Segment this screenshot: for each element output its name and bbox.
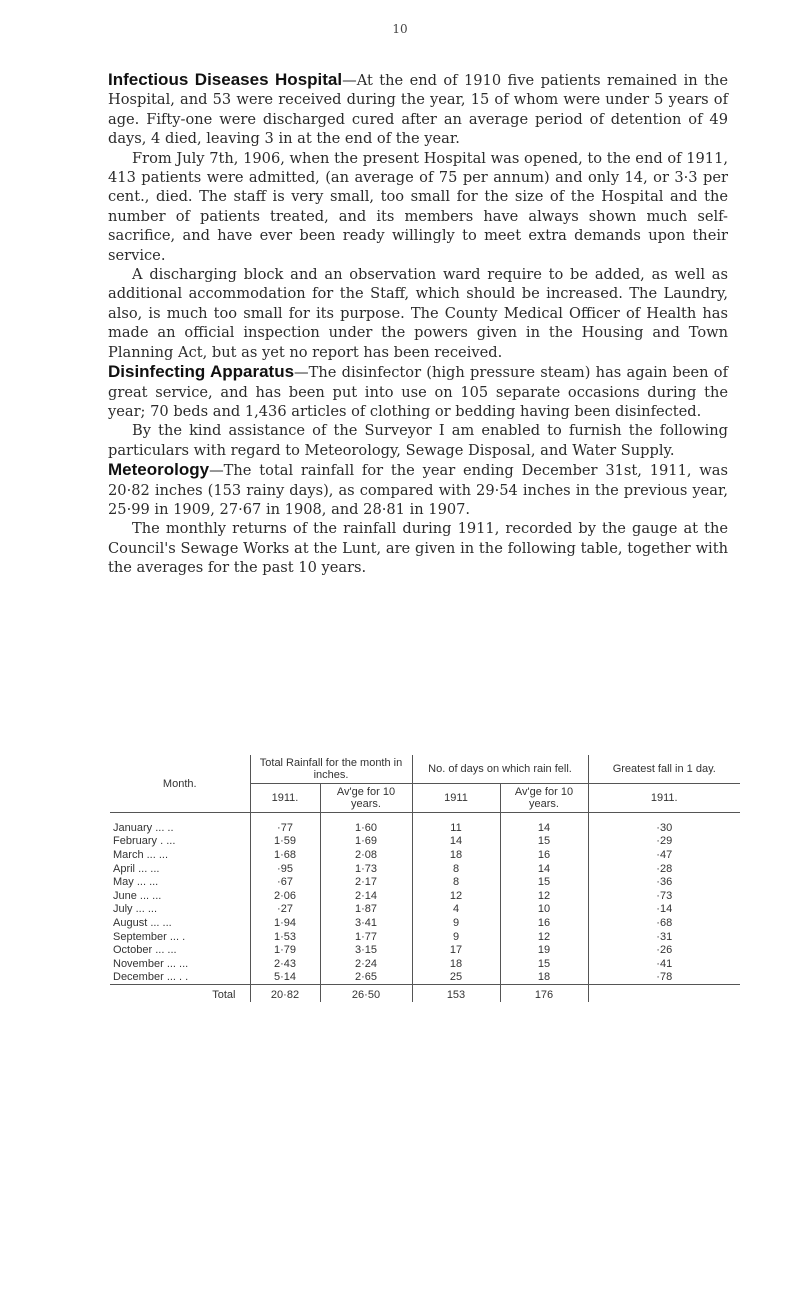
rainfall-average-cell: 1·73	[320, 862, 412, 876]
rainfall-1911-cell: 1·79	[250, 943, 320, 957]
greatest-fall-cell: ·26	[588, 943, 740, 957]
greatest-fall-cell: ·68	[588, 916, 740, 930]
disinfecting-text: —The disinfector (high pressure steam) has again been of great service, and has been put into use on 105 separate occasions during the year; 70 beds and 1,436 articles of clothing or bedding having been disinfected.	[108, 364, 728, 420]
rainfall-average-cell: 3·41	[320, 916, 412, 930]
rainfall-1911-cell: ·67	[250, 875, 320, 889]
table-row	[110, 835, 740, 849]
days-average-cell: 10	[500, 903, 588, 917]
days-average-cell: 12	[500, 889, 588, 903]
rainfall-1911-cell: 1·94	[250, 916, 320, 930]
days-1911-cell: 25	[412, 971, 500, 985]
days-average-header: Av'ge for 10 years.	[500, 784, 588, 813]
total-days-average: 176	[500, 985, 588, 1002]
month-name: April	[113, 862, 136, 875]
days-1911-cell: 11	[412, 813, 500, 835]
greatest-fall-cell: ·30	[588, 813, 740, 835]
days-1911-cell: 8	[412, 875, 500, 889]
infectious-diseases-paragraph	[108, 70, 728, 149]
month-name: January	[113, 821, 153, 834]
table-row	[110, 862, 740, 876]
rainfall-average-cell: 1·69	[320, 835, 412, 849]
days-1911-cell: 9	[412, 930, 500, 944]
rainfall-1911-cell: 1·53	[250, 930, 320, 944]
meteorology-paragraph	[108, 460, 728, 519]
days-average-cell: 19	[500, 943, 588, 957]
leader-dots: ... ...	[166, 957, 189, 970]
days-average-cell: 15	[500, 835, 588, 849]
total-rainfall-average: 26·50	[320, 985, 412, 1002]
rainfall-average-cell: 3·15	[320, 943, 412, 957]
total-days-1911: 153	[412, 985, 500, 1002]
infectious-diseases-text: —At the end of 1910 five patients remained in the Hospital, and 53 were received during the year, 15 of whom were under 5 years of age. Fifty-one were discharged cured after an average period of detention of 49 days, 4 died, leaving 3 in at the end of the year.	[108, 72, 728, 148]
days-1911-cell: 4	[412, 903, 500, 917]
rainfall-average-cell: 2·08	[320, 848, 412, 862]
days-average-cell: 15	[500, 957, 588, 971]
leader-dots: . ...	[160, 835, 176, 848]
month-name: December	[113, 971, 164, 984]
greatest-fall-cell: ·78	[588, 971, 740, 985]
days-average-cell: 12	[500, 930, 588, 944]
total-rainfall-1911: 20·82	[250, 985, 320, 1002]
disinfecting-heading: Disinfecting Apparatus	[108, 362, 295, 382]
month-name: July	[113, 903, 133, 916]
days-1911-cell: 8	[412, 862, 500, 876]
leader-dots: ... ...	[150, 916, 172, 929]
days-average-cell: 14	[500, 813, 588, 835]
meteorology-text: —The total rainfall for the year ending December 31st, 1911, was 20·82 inches (153 rainy days), as compared with 29·54 inches in the previous year, 25·99 in 1909, 27·67 in 1908, and 28·81 in 1907.	[108, 462, 728, 518]
leader-dots: ... ...	[146, 848, 169, 861]
days-1911-cell: 17	[412, 943, 500, 957]
days-1911-cell: 18	[412, 957, 500, 971]
rainfall-1911-cell: 1·68	[250, 848, 320, 862]
table-row	[110, 848, 740, 862]
days-average-cell: 16	[500, 916, 588, 930]
rainfall-average-cell: 1·77	[320, 930, 412, 944]
table-row	[110, 943, 740, 957]
days-1911-header: 1911	[412, 784, 500, 813]
rainfall-1911-cell: 2·43	[250, 957, 320, 971]
days-average-cell: 18	[500, 971, 588, 985]
table-row	[110, 916, 740, 930]
rainfall-average-cell: 1·60	[320, 813, 412, 835]
month-name: August	[113, 916, 148, 929]
leader-dots: ... .	[169, 930, 186, 943]
greatest-fall-cell: ·28	[588, 862, 740, 876]
month-name: March	[113, 848, 144, 861]
days-group-header: No. of days on which rain fell.	[412, 755, 588, 784]
hospital-requirements-paragraph: A discharging block and an observation ward require to be added, as well as additional accommodation for the Staff, which should be increased. The Laundry, also, is much too small for its purpose. The County Medical Officer of Health has made an official inspection under the powers given in the Housing and Town Planning Act, but as yet no report has been received.	[108, 266, 728, 361]
rainfall-1911-cell: ·77	[250, 813, 320, 835]
rainfall-average-header: Av'ge for 10 years.	[320, 784, 412, 813]
rainfall-average-cell: 2·65	[320, 971, 412, 985]
table-row	[110, 903, 740, 917]
total-greatest-fall-empty	[588, 985, 740, 1002]
rainfall-1911-cell: 2·06	[250, 889, 320, 903]
leader-dots: ... . .	[166, 971, 189, 984]
month-name: September	[113, 930, 167, 943]
table-row	[110, 889, 740, 903]
leader-dots: ... ...	[139, 889, 162, 902]
rainfall-table	[110, 755, 740, 1002]
table-row	[110, 971, 740, 985]
hospital-history-paragraph: From July 7th, 1906, when the present Hospital was opened, to the end of 1911, 413 patients were admitted, (an average of 75 per annum) and only 14, or 3·3 per cent., died. The staff is very small, too small for the size of the Hospital and the number of patients treated, and its members have always shown much self-sacrifice, and have ever been ready willingly to meet extra demands upon their service.	[108, 149, 728, 264]
greatest-fall-cell: ·41	[588, 957, 740, 971]
meteorology-heading: Meteorology	[108, 460, 210, 480]
month-header: Month.	[110, 755, 250, 813]
month-name: February	[113, 835, 158, 848]
table-row	[110, 930, 740, 944]
month-name: November	[113, 957, 164, 970]
rainfall-1911-cell: ·95	[250, 862, 320, 876]
greatest-fall-cell: ·36	[588, 875, 740, 889]
rainfall-average-cell: 2·17	[320, 875, 412, 889]
greatest-fall-cell: ·73	[588, 889, 740, 903]
page-number: 10	[392, 22, 408, 36]
table-row	[110, 957, 740, 971]
rainfall-group-header: Total Rainfall for the month in inches.	[250, 755, 412, 784]
greatest-fall-cell: ·14	[588, 903, 740, 917]
days-1911-cell: 9	[412, 916, 500, 930]
rainfall-average-cell: 2·24	[320, 957, 412, 971]
days-1911-cell: 14	[412, 835, 500, 849]
monthly-returns-paragraph: The monthly returns of the rainfall during 1911, recorded by the gauge at the Council's Sewage Works at the Lunt, are given in the following table, together with the averages for the past 10 years.	[108, 520, 728, 577]
rainfall-average-cell: 1·87	[320, 903, 412, 917]
month-name: May	[113, 876, 134, 889]
table-row	[110, 813, 740, 835]
rainfall-average-cell: 2·14	[320, 889, 412, 903]
month-name: October	[113, 944, 153, 957]
greatest-fall-cell: ·47	[588, 848, 740, 862]
infectious-diseases-heading: Infectious Diseases Hospital	[108, 70, 343, 89]
rainfall-1911-cell: ·27	[250, 903, 320, 917]
rainfall-1911-cell: 1·59	[250, 835, 320, 849]
days-1911-cell: 12	[412, 889, 500, 903]
month-name: June	[113, 889, 137, 902]
leader-dots: ... ...	[155, 944, 177, 957]
greatest-fall-1911-header: 1911.	[588, 784, 740, 813]
total-label: Total	[110, 985, 250, 1002]
surveyor-paragraph: By the kind assistance of the Surveyor I am enabled to furnish the following particulars with regard to Meteorology, Sewage Disposal, and Water Supply.	[108, 422, 728, 459]
disinfecting-paragraph	[108, 362, 728, 421]
total-row	[110, 985, 740, 1002]
days-average-cell: 16	[500, 848, 588, 862]
leader-dots: ... ...	[138, 862, 160, 875]
greatest-fall-cell: ·31	[588, 930, 740, 944]
days-1911-cell: 18	[412, 848, 500, 862]
days-average-cell: 14	[500, 862, 588, 876]
rainfall-1911-header: 1911.	[250, 784, 320, 813]
leader-dots: ... ..	[155, 821, 174, 834]
days-average-cell: 15	[500, 875, 588, 889]
table-row	[110, 875, 740, 889]
greatest-fall-cell: ·29	[588, 835, 740, 849]
report-body	[108, 70, 728, 578]
rainfall-1911-cell: 5·14	[250, 971, 320, 985]
greatest-fall-group-header: Greatest fall in 1 day.	[588, 755, 740, 784]
leader-dots: ... ...	[135, 903, 158, 916]
leader-dots: ... ...	[136, 876, 159, 889]
